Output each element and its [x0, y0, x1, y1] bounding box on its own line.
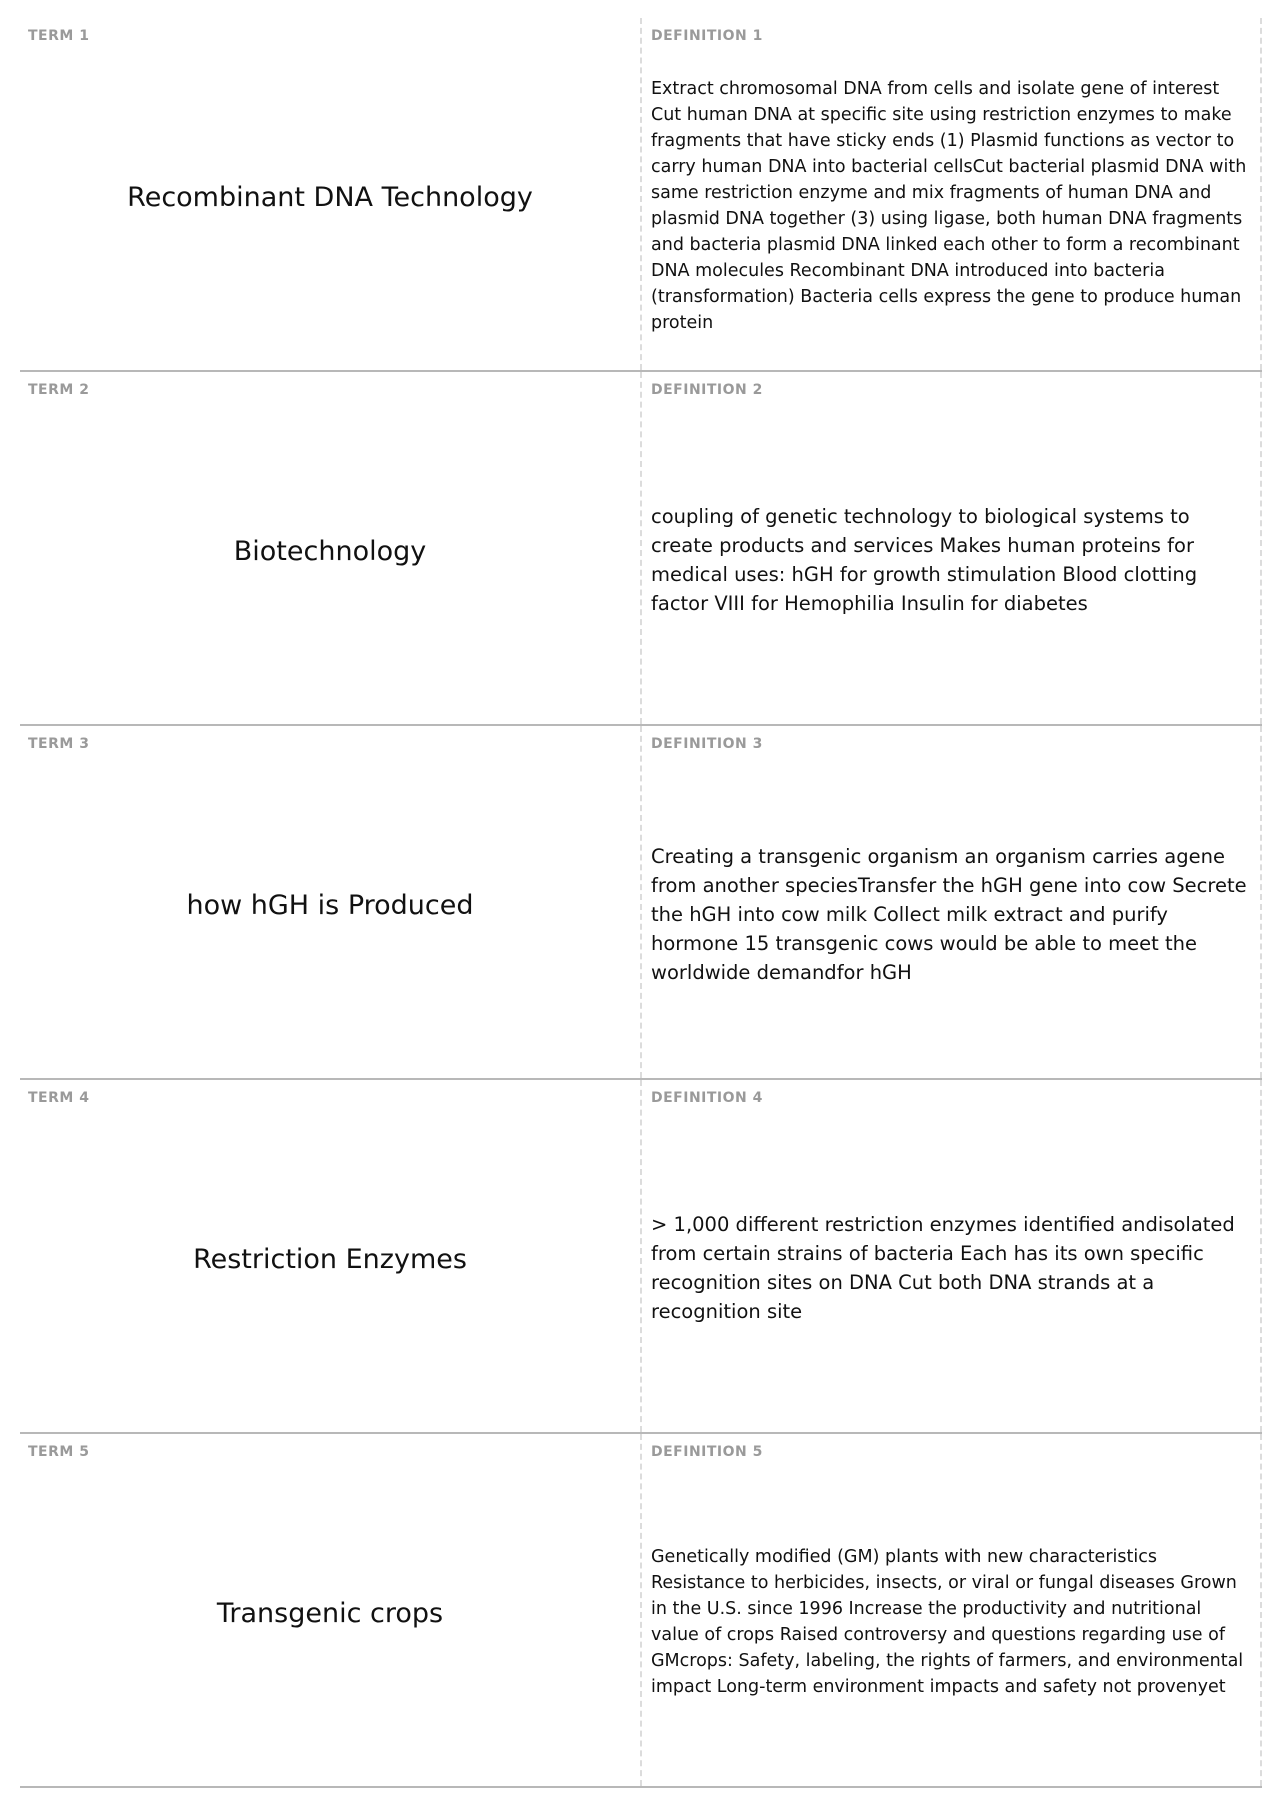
term-cell [20, 18, 640, 370]
definition-label: DEFINITION 2 [651, 382, 763, 398]
term-value: Restriction Enzymes [193, 1243, 467, 1275]
term-label: TERM 1 [28, 28, 90, 44]
definition-text [651, 54, 1250, 358]
term-value: Recombinant DNA Technology [127, 181, 533, 213]
flashcard-row [20, 726, 1262, 1080]
definition-text [651, 762, 1250, 1066]
flashcard-row [20, 1434, 1262, 1788]
term-value: Transgenic crops [216, 1597, 444, 1629]
definition-cell [640, 18, 1262, 370]
definition-cell [640, 1434, 1262, 1786]
flashcard-row [20, 18, 1262, 372]
definition-value: coupling of genetic technology to biological systems to create products and services Makes human proteins for medical uses: hGH for growth stimulation Blood clotting factor VIII for Hemophilia Insulin for diabetes [651, 505, 1198, 615]
term-text [20, 1080, 640, 1432]
flashcard-row [20, 372, 1262, 726]
term-label: TERM 5 [28, 1444, 90, 1460]
definition-text [651, 1116, 1250, 1420]
term-value: how hGH is Produced [186, 889, 474, 921]
term-label: TERM 2 [28, 382, 90, 398]
definition-text [651, 408, 1250, 712]
definition-text [651, 1470, 1250, 1774]
definition-value: Creating a transgenic organism an organism carries agene from another speciesTransfer the hGH gene into cow Secrete the hGH into cow milk Collect milk extract and purify hormone 15 transgenic cows would be able to meet the worldwide demandfor hGH [651, 844, 1247, 984]
term-text [20, 372, 640, 724]
definition-cell [640, 372, 1262, 724]
definition-value: Genetically modified (GM) plants with new characteristics Resistance to herbicides, insects, or viral or fungal diseases Grown in the U.S. since 1996 Increase the productivity and nutritional value of crops Raised controversy and questions regarding use of GMcrops: Safety, labeling, the rights of farmers, and environmental impact Long-term environment impacts and safety not provenyet [651, 1547, 1244, 1697]
term-label: TERM 3 [28, 736, 90, 752]
flashcard-row [20, 1080, 1262, 1434]
definition-label: DEFINITION 3 [651, 736, 763, 752]
term-value: Biotechnology [233, 535, 427, 567]
term-text [20, 18, 640, 370]
definition-cell [640, 726, 1262, 1078]
definition-value: Extract chromosomal DNA from cells and isolate gene of interest Cut human DNA at specific site using restriction enzymes to make fragments that have sticky ends (1) Plasmid functions as vector to carry human DNA into bacterial cellsCut bacterial plasmid DNA with same restriction enzyme and mix fragments of human DNA and plasmid DNA together (3) using ligase, both human DNA fragments and bacteria plasmid DNA linked each other to form a recombinant DNA molecules Recombinant DNA introduced into bacteria (transformation) Bacteria cells express the gene to produce human protein [651, 79, 1247, 333]
term-cell [20, 726, 640, 1078]
definition-label: DEFINITION 1 [651, 28, 763, 44]
term-cell [20, 372, 640, 724]
term-cell [20, 1434, 640, 1786]
definition-cell [640, 1080, 1262, 1432]
definition-label: DEFINITION 5 [651, 1444, 763, 1460]
flashcard-sheet [20, 18, 1262, 1788]
definition-label: DEFINITION 4 [651, 1090, 763, 1106]
term-text [20, 726, 640, 1078]
definition-value: > 1,000 different restriction enzymes identified andisolated from certain strains of bacteria Each has its own specific recognition sites on DNA Cut both DNA strands at a recognition site [651, 1213, 1235, 1323]
term-label: TERM 4 [28, 1090, 90, 1106]
term-text [20, 1434, 640, 1786]
term-cell [20, 1080, 640, 1432]
